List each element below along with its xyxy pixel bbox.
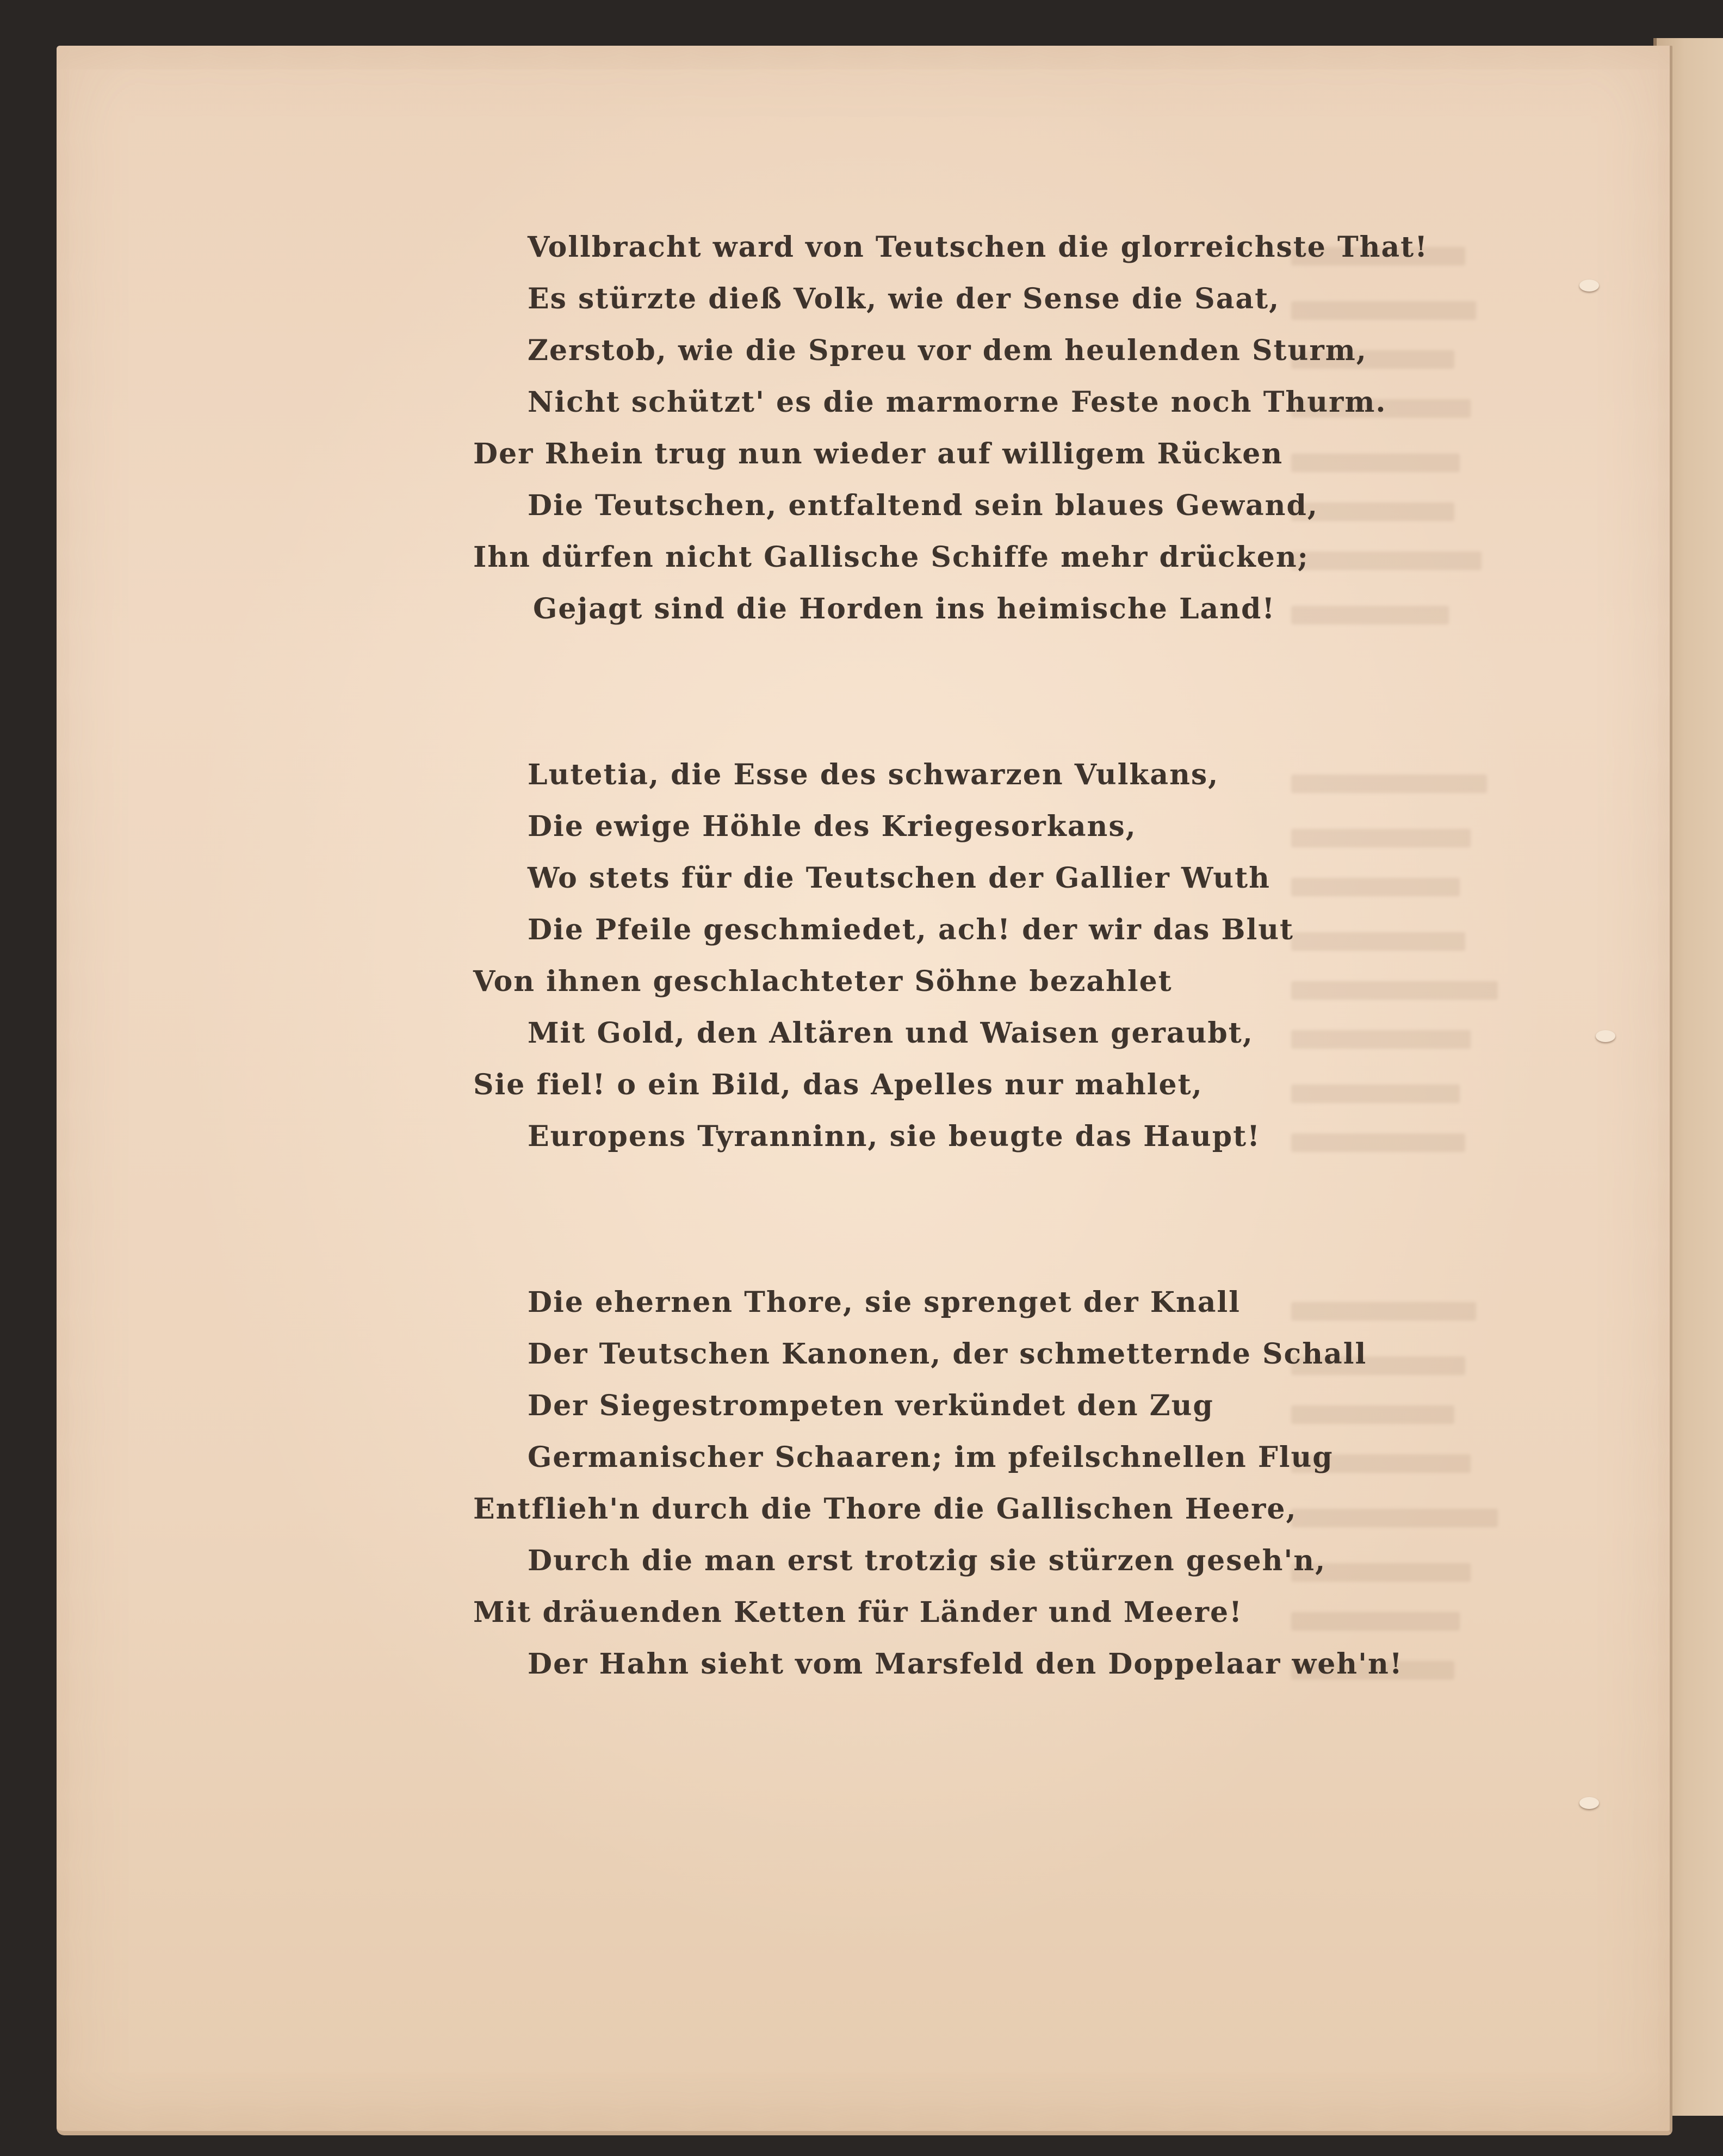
poem-line: Es stürzte dieß Volk, wie der Sense die Saat,: [528, 282, 1280, 315]
poem-line: Zerstob, wie die Spreu vor dem heulenden Sturm,: [528, 334, 1367, 367]
poem-line: Von ihnen geschlachteter Söhne bezahlet: [473, 965, 1173, 998]
poem-line: Ihn dürfen nicht Gallische Schiffe mehr drücken;: [473, 541, 1309, 574]
poem-line: Die ewige Höhle des Kriegesorkans,: [528, 810, 1137, 843]
poem-line: Der Hahn sieht vom Marsfeld den Doppelaar weh'n!: [528, 1647, 1403, 1681]
poem-line: Germanischer Schaaren; im pfeilschnellen Flug: [528, 1441, 1334, 1474]
poem-line: Die Pfeile geschmiedet, ach! der wir das Blut: [528, 913, 1294, 946]
poem-line: Die Teutschen, entfaltend sein blaues Gewand,: [528, 489, 1318, 522]
binding-pin-bottom: [1579, 1797, 1599, 1809]
poem-line: Der Rhein trug nun wieder auf willigem Rücken: [473, 437, 1284, 470]
binding-pin-middle: [1596, 1030, 1615, 1042]
poem-line: Der Teutschen Kanonen, der schmetternde Schall: [528, 1337, 1367, 1371]
poem-line: Die ehernen Thore, sie sprenget der Knall: [528, 1286, 1241, 1319]
poem-line: Lutetia, die Esse des schwarzen Vulkans,: [528, 758, 1219, 791]
poem-line: Durch die man erst trotzig sie stürzen geseh'n,: [528, 1544, 1327, 1577]
poem-line: Entflieh'n durch die Thore die Gallischen Heere,: [473, 1492, 1297, 1526]
binding-pin-top: [1579, 280, 1599, 292]
poem-line: Nicht schützt' es die marmorne Feste noch Thurm.: [528, 386, 1387, 419]
poem-line: Vollbracht ward von Teutschen die glorreichste That!: [528, 231, 1429, 264]
poem-line: Gejagt sind die Horden ins heimische Land!: [533, 592, 1276, 625]
poem-line: Wo stets für die Teutschen der Gallier Wuth: [528, 862, 1270, 895]
poem-line: Sie fiel! o ein Bild, das Apelles nur mahlet,: [473, 1068, 1203, 1101]
poem-line: Der Siegestrompeten verkündet den Zug: [528, 1389, 1214, 1422]
poem-line: Mit dräuenden Ketten für Länder und Meere!: [473, 1596, 1243, 1629]
document-page: [57, 46, 1672, 2135]
poem-line: Europens Tyranninn, sie beugte das Haupt!: [528, 1120, 1261, 1153]
poem-line: Mit Gold, den Altären und Waisen geraubt,: [528, 1017, 1254, 1050]
